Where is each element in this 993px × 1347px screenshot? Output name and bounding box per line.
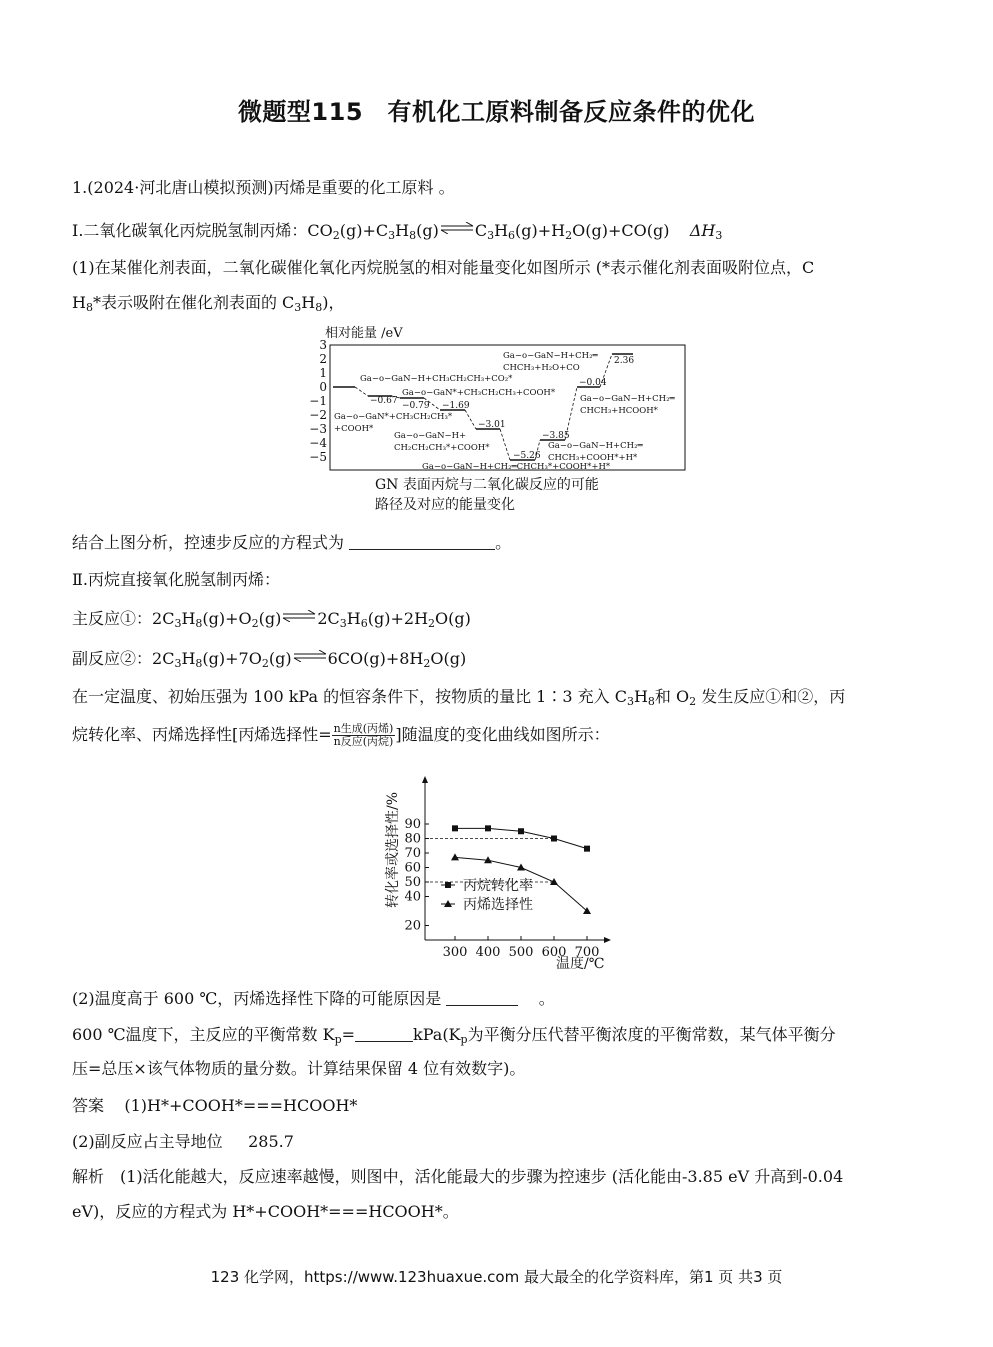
value-m067: −0.67: [370, 396, 398, 406]
question-intro: 1.(2024·河北唐山模拟预测)丙烯是重要的化工原料 。: [72, 178, 455, 197]
answer-blank: [446, 991, 518, 1006]
data-point-square: [485, 825, 491, 831]
answer-blank: [349, 535, 495, 550]
y-tick-label: 80: [404, 831, 421, 847]
energy-caption-1: GN 表面丙烷与二氧化碳反应的可能: [375, 477, 599, 493]
analysis-line2: eV)，反应的方程式为 H*+COOH*===HCOOH*。: [72, 1202, 459, 1221]
part1-reaction: Ⅰ.二氧化碳氧化丙烷脱氢制丙烯：$CO_2(g)+C_3H_8(g)$ $C_3H_6(g)+H_2O(g)+CO(g)$ $\Delta H_3$: [72, 221, 723, 242]
chart-xlabel: 温度/℃: [556, 956, 605, 972]
y-tick-label: 60: [404, 860, 421, 876]
answer-blank: [355, 1027, 413, 1042]
legend-series-1: 丙烷转化率: [463, 878, 533, 894]
q2-line1: (2)温度高于 600 ℃，丙烯选择性下降的可能原因是 。: [72, 989, 555, 1008]
answer-line2: (2)副反应占主导地位 285.7: [72, 1132, 294, 1151]
ytick-2: 2: [319, 352, 327, 366]
energy-diagram: [300, 322, 700, 518]
species-label: CH₂CH₂CH₃*+COOH*: [394, 443, 490, 453]
species-label: Ga−o−GaN*+CH₃CH₂CH₃+COOH*: [402, 388, 556, 398]
value-m526: −5.26: [513, 451, 541, 461]
value-m079: −0.79: [402, 401, 430, 411]
y-axis-arrow-icon: [422, 776, 428, 783]
ytick-0: 0: [319, 380, 327, 394]
page-footer: 123 化学网，https://www.123huaxue.com 最大最全的化学资料库，第1 页 共3 页: [210, 1268, 783, 1286]
species-label: Ga−o−GaN−H+CH₂═: [503, 351, 598, 361]
ytick-1: 1: [319, 366, 327, 380]
value-m301: −3.01: [478, 420, 506, 430]
ytick-m2: −2: [309, 408, 327, 422]
value-m385: −3.85: [542, 431, 570, 441]
analysis-line1: 解析 (1)活化能越大，反应速率越慢，则图中，活化能最大的步骤为控速步 (活化能由-3.85 eV 升高到-0.04: [72, 1167, 844, 1186]
species-label: Ga−o−GaN*+CH₃CH₂CH₃*: [334, 412, 453, 422]
species-label: CHCH₃+HCOOH*: [580, 406, 658, 416]
data-point-square: [452, 825, 458, 831]
equilibrium-arrow-icon: [281, 610, 317, 622]
data-point-square: [551, 836, 557, 842]
value-m169: −1.69: [442, 401, 470, 411]
data-point-triangle: [451, 853, 459, 860]
chart-legend: [441, 878, 533, 913]
x-tick-label: 700: [574, 945, 600, 960]
value-m004: −0.04: [579, 378, 607, 388]
ytick-m5: −5: [309, 450, 327, 464]
y-tick-label: 70: [404, 846, 421, 861]
x-tick-label: 300: [442, 945, 468, 960]
y-tick-label: 90: [404, 817, 421, 832]
species-label: +COOH*: [334, 424, 374, 434]
legend-square-marker: [445, 882, 451, 888]
answer-line1: 答案 (1)H*+COOH*===HCOOH*: [72, 1096, 358, 1115]
side-reaction: 副反应②：$2C_3H_8(g)+7O_2(g)$ $6CO(g)+8H_2O(g)$: [72, 649, 467, 670]
x-tick-label: 600: [541, 945, 567, 960]
ytick-m4: −4: [309, 436, 327, 450]
y-tick-label: 20: [404, 918, 421, 934]
ytick-m1: −1: [309, 394, 327, 408]
data-point-square: [518, 828, 524, 834]
selectivity-fraction: $\frac{\text{n生成(丙烯)}}{\text{n反应(丙烷)}}$: [333, 722, 394, 748]
energy-ylabel: 相对能量 /eV: [325, 326, 403, 341]
species-label: Ga−o−GaN−H+CH₂═: [548, 441, 643, 451]
q1-line2: $H_8*$表示吸附在催化剂表面的 $C_3H_8$)，: [72, 293, 345, 314]
ytick-3: 3: [319, 338, 327, 352]
main-reaction: 主反应①：$2C_3H_8(g)+O_2(g)$ $2C_3H_6(g)+2H_2O(g)$: [72, 609, 471, 630]
y-tick-label: 50: [404, 875, 421, 890]
species-label: Ga−o−GaN−H+: [394, 431, 467, 441]
page-title: 微题型115 有机化工原料制备反应条件的优化: [237, 98, 756, 126]
equilibrium-arrow-icon: [439, 222, 475, 234]
q1-answer-line: 结合上图分析，控速步反应的方程式为 。: [72, 533, 512, 552]
x-axis-arrow-icon: [604, 937, 611, 943]
data-point-triangle: [550, 878, 558, 885]
species-label: Ga−o−GaN−H+CH₂═: [580, 394, 675, 404]
species-label: Ga−o−GaN−H+CH₃CH₂CH₃+CO₂*: [360, 374, 513, 384]
species-label: Ga−o−GaN−H+CH₂═CHCH₃*+COOH*+H*: [422, 462, 611, 472]
species-label: CHCH₃+COOH*+H*: [548, 453, 638, 463]
q2-line3: 压=总压×该气体物质的量分数。计算结果保留 4 位有效数字)。: [72, 1059, 526, 1078]
equilibrium-arrow-icon: [292, 650, 328, 662]
value-236: 2.36: [614, 356, 635, 366]
x-tick-label: 500: [508, 945, 534, 960]
part2-heading: Ⅱ.丙烷直接氧化脱氢制丙烯：: [72, 570, 280, 589]
legend-series-2: 丙烯选择性: [463, 897, 533, 913]
q2-line2: 600 ℃温度下，主反应的平衡常数 $K_p= kPa(K_p$为平衡分压代替平衡浓度的平衡常数，某气体平衡分: [72, 1025, 836, 1046]
x-tick-label: 400: [475, 945, 501, 960]
species-label: CHCH₃+H₂O+CO: [503, 363, 580, 373]
ytick-m3: −3: [309, 422, 327, 436]
condition-line2: 烷转化率、丙烯选择性[丙烯选择性= $\frac{\text{n生成(丙烯)}}{\text{n反应(丙烷)}}$ ]随温度的变化曲线如图所示：: [72, 722, 610, 748]
q1-line1: (1)在某催化剂表面，二氧化碳催化氧化丙烷脱氢的相对能量变化如图所示 (*表示催化剂表面吸附位点，C: [72, 258, 815, 277]
data-point-square: [584, 846, 590, 852]
y-tick-label: 40: [404, 889, 421, 905]
part1-heading: Ⅰ.二氧化碳氧化丙烷脱氢制丙烯：: [72, 221, 308, 240]
chart-ylabel: 转化率或选择性/%: [385, 791, 401, 908]
energy-caption-2: 路径及对应的能量变化: [375, 497, 515, 513]
condition-line1: 在一定温度、初始压强为 100 kPa 的恒容条件下，按物质的量比 1∶3 充入 $C_3H_8$和 $O_2$ 发生反应①和②，丙: [72, 687, 846, 708]
conversion-selectivity-chart: [375, 770, 625, 975]
